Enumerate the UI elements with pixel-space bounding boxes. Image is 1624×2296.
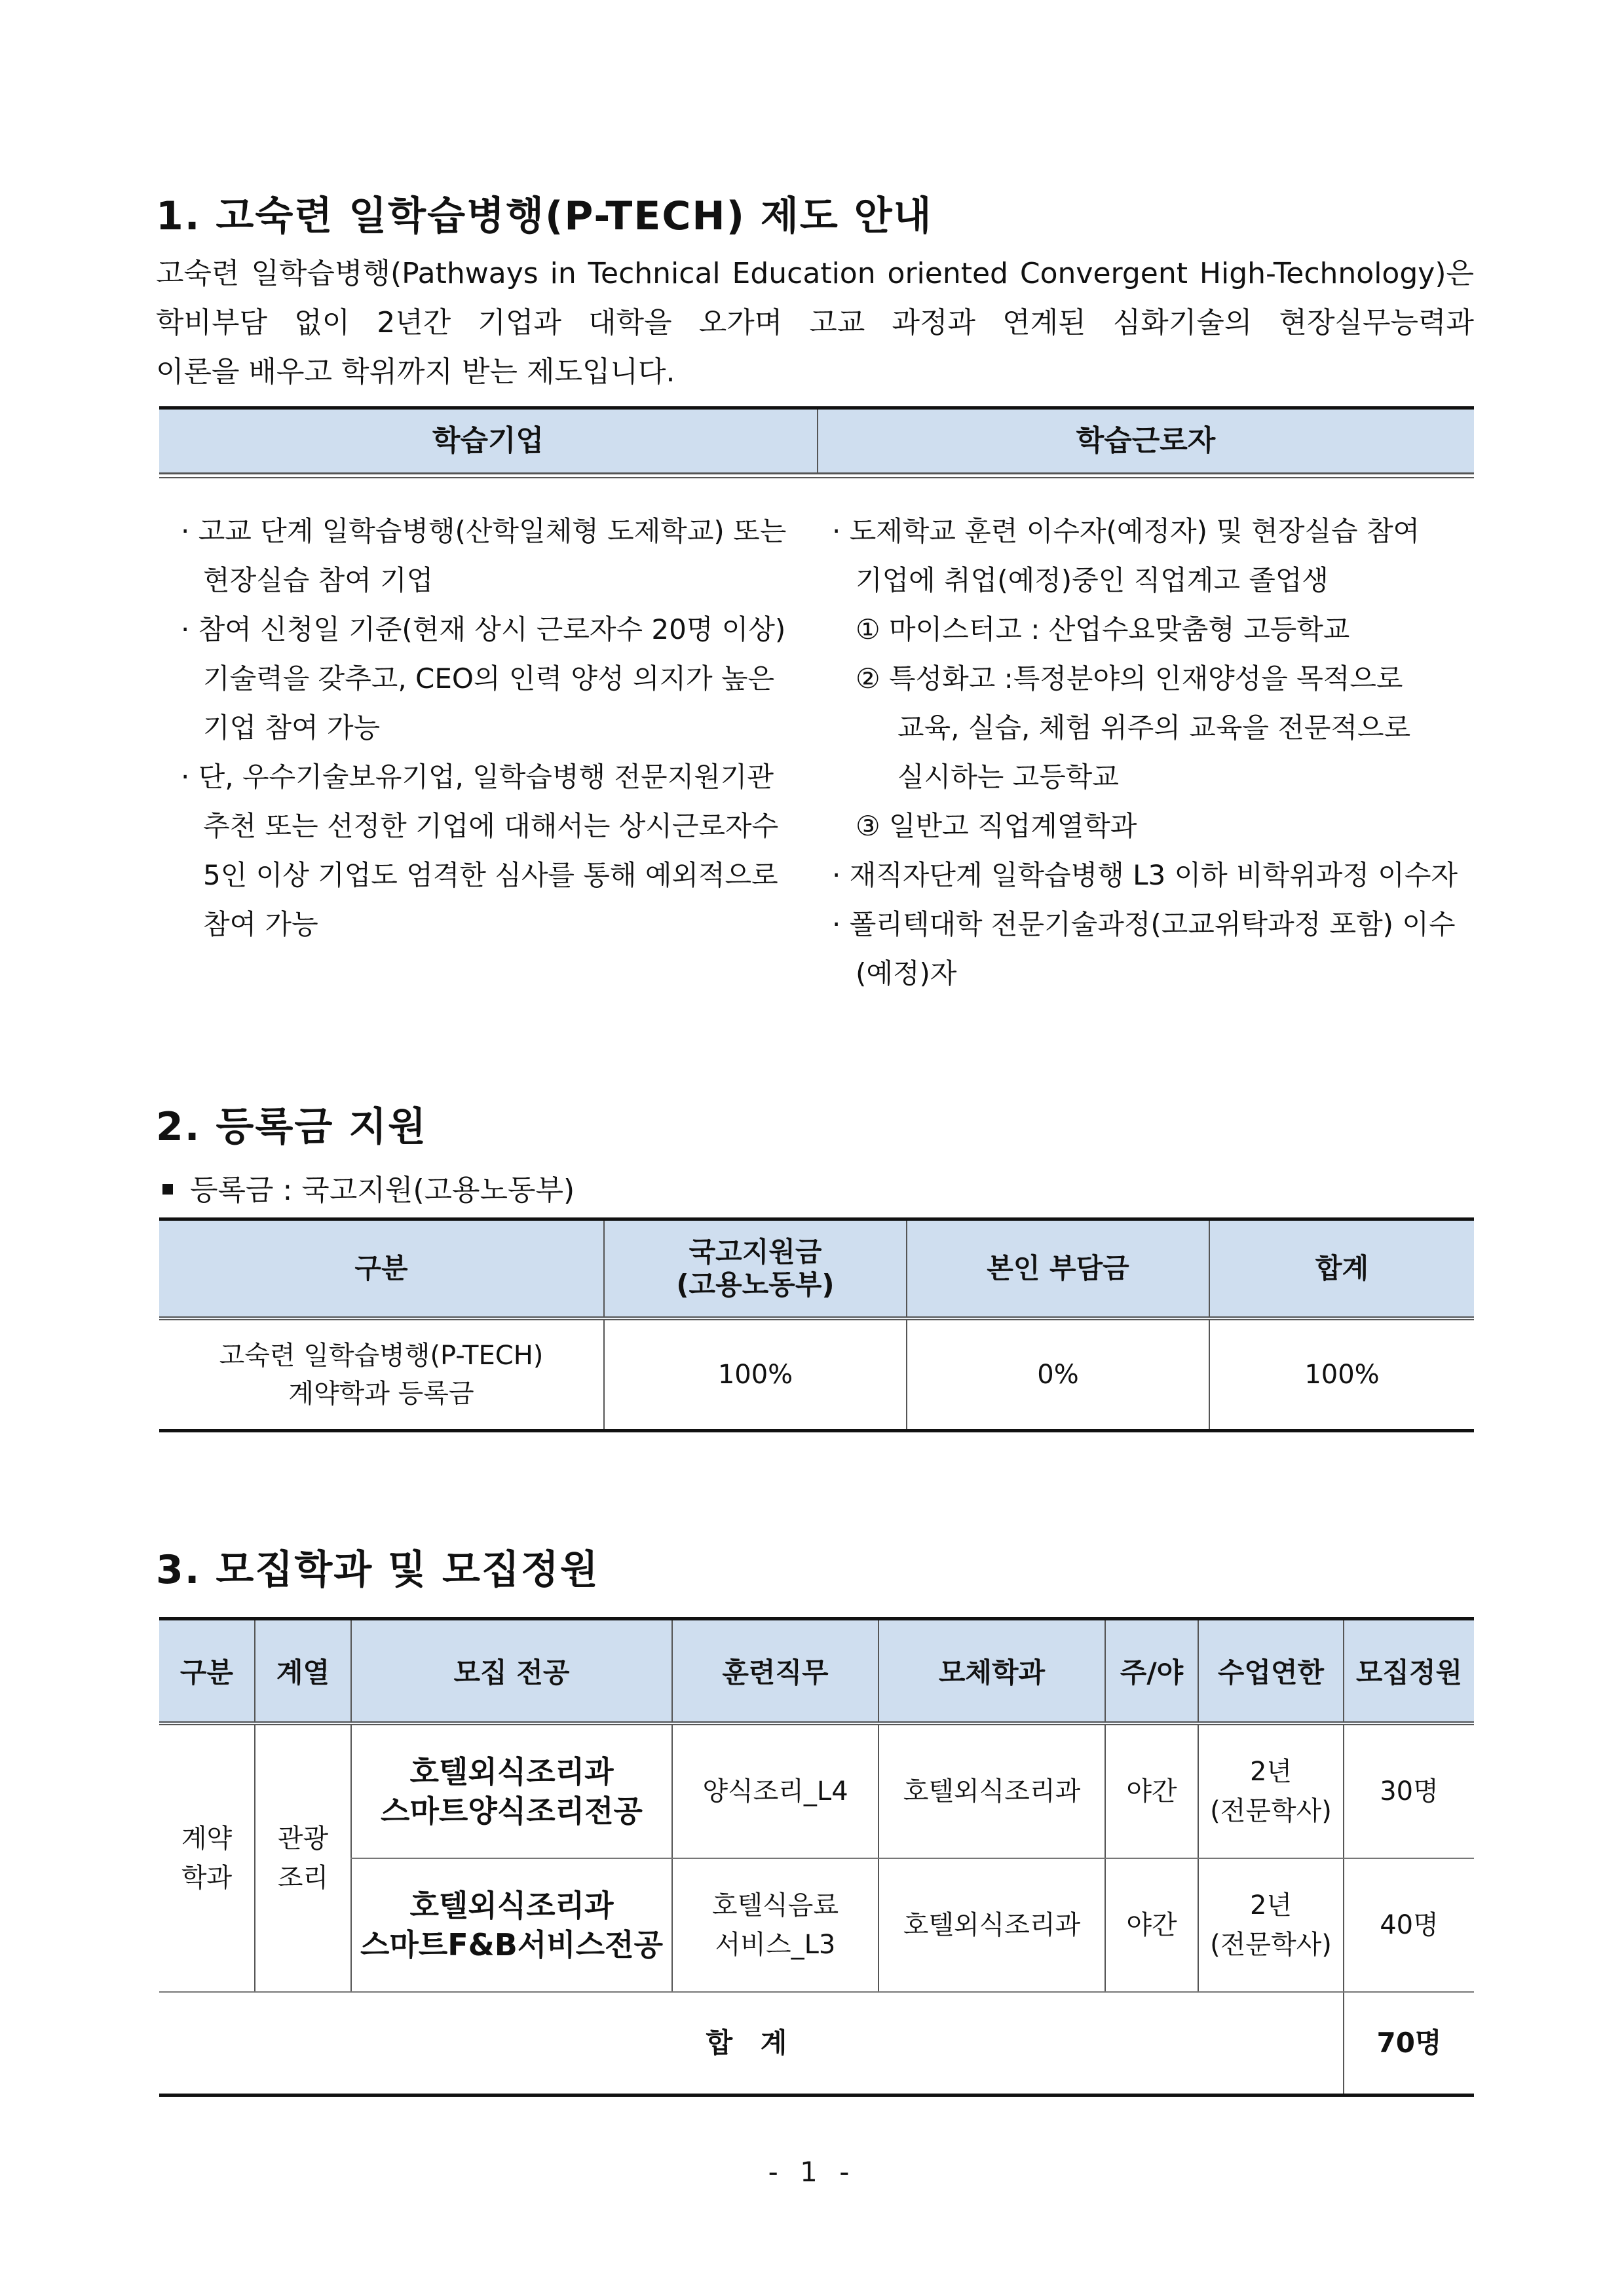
- row-label-line1: 고숙련 일학습병행(P-TECH): [219, 1341, 544, 1371]
- section1-intro: [156, 249, 1474, 396]
- major-line2: 스마트양식조리전공: [381, 1793, 643, 1829]
- header-total: 합계: [1209, 1219, 1474, 1319]
- section2-title: 2. 등록금 지원: [156, 1104, 428, 1150]
- header-self-pay: 본인 부담금: [907, 1219, 1209, 1319]
- self-value: 0%: [907, 1318, 1209, 1431]
- company-line: 기술력을 갖추고, CEO의 인력 양성 의지가 높은: [203, 662, 775, 695]
- job-line2: 서비스_L3: [715, 1930, 836, 1960]
- job-line1: 호텔식음료: [711, 1890, 839, 1921]
- company-line: 5인 이상 기업도 엄격한 심사를 통해 예외적으로: [203, 859, 778, 891]
- job-cell: [672, 1723, 878, 1858]
- table-row: [159, 1723, 1474, 1858]
- company-line: 기업 참여 가능: [203, 712, 381, 744]
- job-cell: [672, 1858, 878, 1992]
- major-line1: 호텔외식조리과: [409, 1888, 614, 1923]
- section3-title: 3. 모집학과 및 모집정원: [156, 1547, 599, 1593]
- total-label: 합 계: [706, 2027, 797, 2059]
- tuition-bullet-text: 등록금 : 국고지원(고용노동부): [190, 1174, 575, 1207]
- major-line2: 스마트F&B서비스전공: [360, 1927, 664, 1962]
- row-label-line2: 계약학과 등록금: [288, 1379, 474, 1409]
- worker-line: · 도제학교 훈련 이수자(예정자) 및 현장실습 참여: [832, 515, 1420, 547]
- years-line1: 2년: [1249, 1757, 1293, 1787]
- worker-line: · 재직자단계 일학습병행 L3 이하 비학위과정 이수자: [832, 859, 1458, 891]
- learning-table-header: [159, 406, 1474, 474]
- parent-dept-cell: 호텔외식조리과: [878, 1858, 1105, 1992]
- company-line: 추천 또는 선정한 기업에 대해서는 상시근로자수: [203, 810, 779, 842]
- years-cell: [1198, 1858, 1344, 1992]
- header-quota: 모집정원: [1344, 1619, 1474, 1724]
- intro-line: 학비부담 없이 2년간 기업과 대학을 오가며 고교 과정과 연계된 심화기술의 현장실무능력과: [156, 306, 1474, 339]
- worker-line: ② 특성화고 :특정분야의 인재양성을 목적으로: [856, 662, 1403, 695]
- worker-line: ① 마이스터고 : 산업수요맞춤형 고등학교: [856, 613, 1350, 645]
- company-line: 참여 가능: [203, 908, 318, 940]
- header-field: 계열: [255, 1619, 351, 1724]
- row-label: [159, 1318, 604, 1431]
- field-line: 관광: [277, 1824, 329, 1854]
- company-line: · 단, 우수기술보유기업, 일학습병행 전문지원기관: [181, 761, 774, 793]
- years-line2: (전문학사): [1210, 1796, 1332, 1826]
- table-row: [159, 1858, 1474, 1992]
- quota-cell: 30명: [1344, 1723, 1474, 1858]
- total-value: 100%: [1209, 1318, 1474, 1431]
- recruitment-table: [159, 1617, 1474, 2097]
- worker-line: · 폴리텍대학 전문기술과정(고교위탁과정 포함) 이수: [832, 908, 1456, 940]
- header-years: 수업연한: [1198, 1619, 1344, 1724]
- header-major: 모집 전공: [351, 1619, 672, 1724]
- years-line2: (전문학사): [1210, 1930, 1332, 1960]
- header-gov-support: [604, 1219, 907, 1319]
- header-daynight: 주/야: [1105, 1619, 1198, 1724]
- major-line1: 호텔외식조리과: [409, 1754, 614, 1789]
- header-parent-dept: 모체학과: [878, 1619, 1105, 1724]
- total-quota: 70명: [1344, 1992, 1474, 2095]
- major-cell: [351, 1723, 672, 1858]
- company-line: · 고교 단계 일학습병행(산학일체형 도제학교) 또는: [181, 515, 787, 547]
- header-learning-worker: 학습근로자: [1076, 424, 1216, 457]
- company-line: 현장실습 참여 기업: [203, 564, 434, 596]
- division-line: 계약: [181, 1824, 233, 1854]
- tuition-bullet: [162, 1166, 575, 1208]
- header-gov-line1: 국고지원금: [689, 1236, 822, 1268]
- recruitment-header-row: [159, 1619, 1474, 1724]
- intro-line: 고숙련 일학습병행(Pathways in Technical Education oriented Convergent High-Technology)은: [156, 257, 1474, 290]
- header-job: 훈련직무: [672, 1619, 878, 1724]
- header-division: 구분: [159, 1619, 255, 1724]
- field-cell: [255, 1723, 351, 1992]
- total-row: [159, 1992, 1474, 2095]
- square-bullet-icon: [162, 1184, 173, 1195]
- table-row: [159, 1318, 1474, 1431]
- quota-cell: 40명: [1344, 1858, 1474, 1992]
- header-gov-line2: (고용노동부): [676, 1269, 835, 1301]
- field-line: 조리: [277, 1863, 329, 1893]
- tuition-table: [159, 1217, 1474, 1432]
- header-division: 구분: [159, 1219, 604, 1319]
- intro-line: 이론을 배우고 학위까지 받는 제도입니다.: [156, 355, 675, 389]
- tuition-header-row: [159, 1219, 1474, 1319]
- parent-dept-cell: 호텔외식조리과: [878, 1723, 1105, 1858]
- header-double-rule: [159, 477, 1474, 478]
- header-learning-company: 학습기업: [432, 424, 544, 457]
- job-line1: 양식조리_L4: [702, 1776, 848, 1807]
- daynight-cell: 야간: [1105, 1723, 1198, 1858]
- worker-line: 교육, 실습, 체험 위주의 교육을 전문적으로: [897, 712, 1411, 744]
- worker-line: (예정)자: [856, 957, 957, 989]
- major-cell: [351, 1858, 672, 1992]
- daynight-cell: 야간: [1105, 1858, 1198, 1992]
- years-cell: [1198, 1723, 1344, 1858]
- page-number: - 1 -: [768, 2156, 856, 2188]
- division-line: 학과: [181, 1863, 233, 1893]
- gov-value: 100%: [604, 1318, 907, 1431]
- years-line1: 2년: [1249, 1890, 1293, 1921]
- company-line: · 참여 신청일 기준(현재 상시 근로자수 20명 이상): [181, 613, 786, 645]
- worker-line: 실시하는 고등학교: [897, 761, 1119, 793]
- worker-line: ③ 일반고 직업계열학과: [856, 810, 1137, 842]
- division-cell: [159, 1723, 255, 1992]
- worker-line: 기업에 취업(예정)중인 직업계고 졸업생: [856, 564, 1329, 596]
- section1-title: 1. 고숙련 일학습병행(P-TECH) 제도 안내: [156, 193, 933, 239]
